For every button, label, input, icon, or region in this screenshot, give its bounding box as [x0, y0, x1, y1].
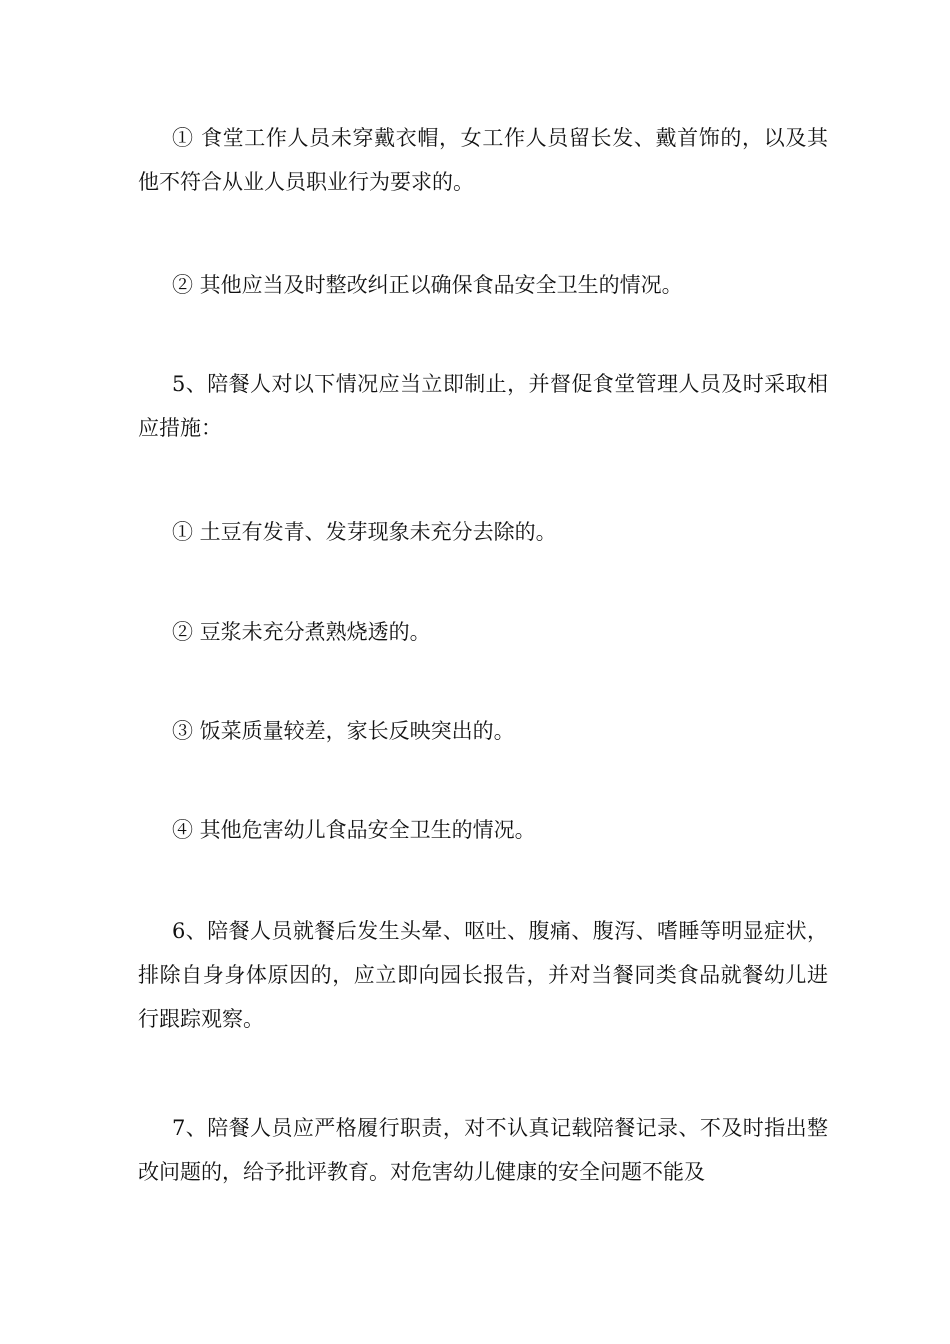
paragraph-8: 6、陪餐人员就餐后发生头晕、呕吐、腹痛、腹泻、嗜睡等明显症状，排除自身身体原因的，应立即向园长报告，并对当餐同类食品就餐幼儿进行跟踪观察。: [138, 919, 828, 1031]
paragraph-2: ② 其他应当及时整改纠正以确保食品安全卫生的情况。: [172, 273, 683, 297]
paragraph-7: ④ 其他危害幼儿食品安全卫生的情况。: [172, 818, 536, 842]
paragraph-4: ① 土豆有发青、发芽现象未充分去除的。: [172, 520, 557, 544]
paragraph-9: 7、陪餐人员应严格履行职责，对不认真记载陪餐记录、不及时指出整改问题的，给予批评教育。对危害幼儿健康的安全问题不能及: [138, 1116, 828, 1184]
paragraph-6: ③ 饭菜质量较差，家长反映突出的。: [172, 719, 515, 743]
paragraph-5: ② 豆浆未充分煮熟烧透的。: [172, 620, 431, 644]
paragraph-1: ① 食堂工作人员未穿戴衣帽，女工作人员留长发、戴首饰的，以及其他不符合从业人员职业行为要求的。: [138, 126, 828, 194]
paragraph-3: 5、陪餐人对以下情况应当立即制止，并督促食堂管理人员及时采取相应措施：: [138, 372, 828, 440]
